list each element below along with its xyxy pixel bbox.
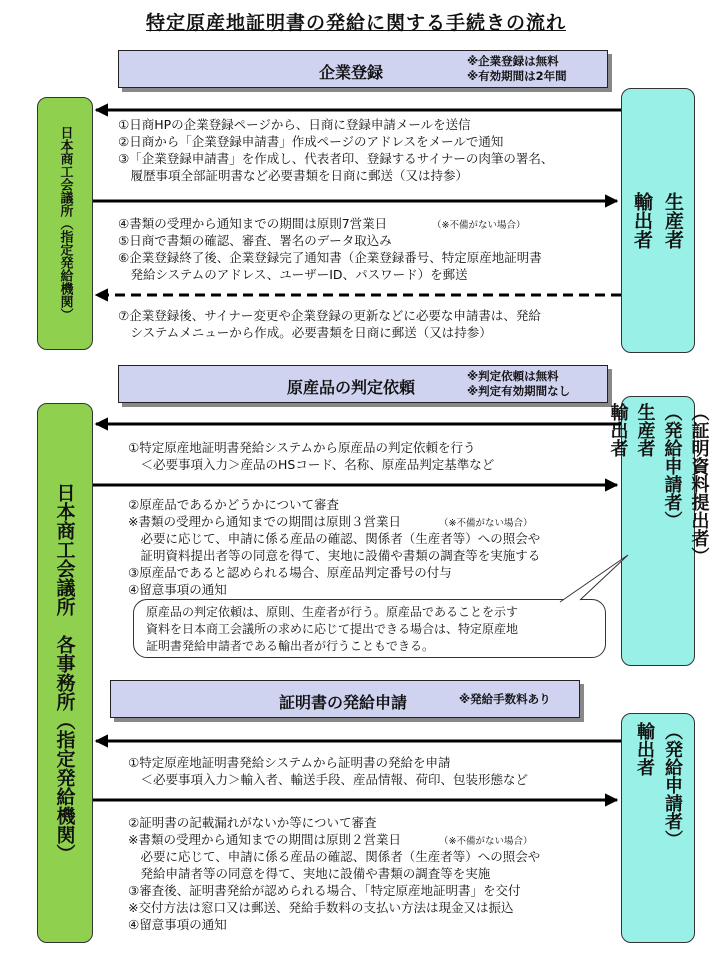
issuer-label: 日本商工会議所 各事務所（指定発給機関） [53,483,76,863]
step-text: システムメニューから作成。必要書類を日商に郵送（又は持参） [118,325,492,340]
step-text: ⑤日商で書類の確認、審査、署名のデータ取込み [118,233,392,248]
section-note: ※有効期間は2年間 [467,69,567,83]
step-text: ＜必要事項入力＞輸入者、輸送手段、産品情報、荷印、包装形態など [128,772,529,787]
step-text: 必要に応じて、申請に係る産品の確認、関係者（生産者等）への照会や [128,849,541,864]
step-text: ＜必要事項入力＞産品のHSコード、名称、原産品判定基準など [128,457,495,472]
applicant-label: （発給申請者） [662,722,683,848]
step-text: ※交付方法は窓口又は郵送、発給手数料の支払い方法は現金又は振込 [128,900,514,915]
step-text: ④留意事項の通知 [128,917,227,932]
callout-text: 資料を日本商工会議所の求めに応じて提出できる場合は、特定原産地 [146,622,519,636]
callout-pointer [560,555,628,602]
step-note: （※不備がない場合） [432,220,526,231]
issuer-label: 日本商工会議所（指定発給機関） [57,126,73,321]
step-note: （※不備がない場合） [439,518,533,529]
step-text: ③原産品であると認められる場合、原産品判定番号の付与 [128,565,452,580]
step-text: 発給申請者等の同意を得て、実地に設備や書類の調査等を実施 [128,866,491,881]
callout-text: 原産品の判定依頼は、原則、生産者が行う。原産品であることを示す [146,605,519,619]
page-title: 特定原産地証明書の発給に関する手続きの流れ [145,12,566,34]
step-text: ※書類の受理から通知までの期間は原則２営業日 [128,832,401,847]
section-heading: 証明書の発給申請 [279,693,408,712]
applicant-label: 輸出者 [634,722,655,776]
step-text: ⑦企業登録後、サイナー変更や企業登録の更新などに必要な申請書は、発給 [118,308,541,323]
section-note: ※判定依頼は無料 [467,369,559,383]
step-note: （※不備がない場合） [439,836,533,847]
step-text: 履歴事項全部証明書など必要書類を日商に郵送（又は持参） [118,168,469,183]
section-heading: 企業登録 [319,63,384,82]
step-text: ⑥企業登録終了後、企業登録完了通知書（企業登録番号、特定原産地証明書 [118,250,542,265]
step-text: ②証明書の記載漏れがないか等について審査 [128,815,377,830]
step-text: 発給システムのアドレス、ユーザーID、パスワード）を郵送 [118,267,468,282]
applicant-label: 生産者 [662,192,684,249]
step-text: ①特定原産地証明書発給システムから原産品の判定依頼を行う [128,440,476,455]
step-text: ④書類の受理から通知までの期間は原則7営業日 [118,216,388,231]
section-note: ※判定有効期間なし [467,384,571,398]
applicant-label: 輸出者 [631,192,653,249]
section-note: ※企業登録は無料 [467,54,559,68]
step-text: ④留意事項の通知 [128,582,227,597]
step-text: ②日商から「企業登録申請書」作成ページのアドレスをメールで通知 [118,134,504,149]
step-text: ※書類の受理から通知までの期間は原則３営業日 [128,514,401,529]
step-text: 必要に応じて、申請に係る産品の確認、関係者（生産者等）への照会や [128,531,541,546]
applicant-label: （証明資料提出者） [688,403,710,565]
step-text: 証明資料提出者等の同意を得て、実地に設備や書類の調査等を実施する [128,548,541,563]
step-text: ③「企業登録申請書」を作成し、代表者印、登録するサイナーの肉筆の署名、 [118,151,554,166]
step-text: ①特定原産地証明書発給システムから証明書の発給を申請 [128,755,451,770]
step-text: ①日商HPの企業登録ページから、日商に登録申請メールを送信 [118,117,471,132]
step-text: ③審査後、証明書発給が認められる場合、「特定原産地証明書」を交付 [128,883,521,898]
applicant-label: （発給申請者） [661,403,683,529]
callout-text: 証明書発給申請者である輸出者が行うこともできる。 [146,639,435,653]
section-heading: 原産品の判定依頼 [287,378,416,397]
applicant-label: 輸出者 [607,403,629,457]
step-text: ②原産品であるかどうかについて審査 [128,497,339,512]
section-note: ※発給手数料あり [459,692,551,706]
applicant-label: 生産者 [634,403,656,457]
